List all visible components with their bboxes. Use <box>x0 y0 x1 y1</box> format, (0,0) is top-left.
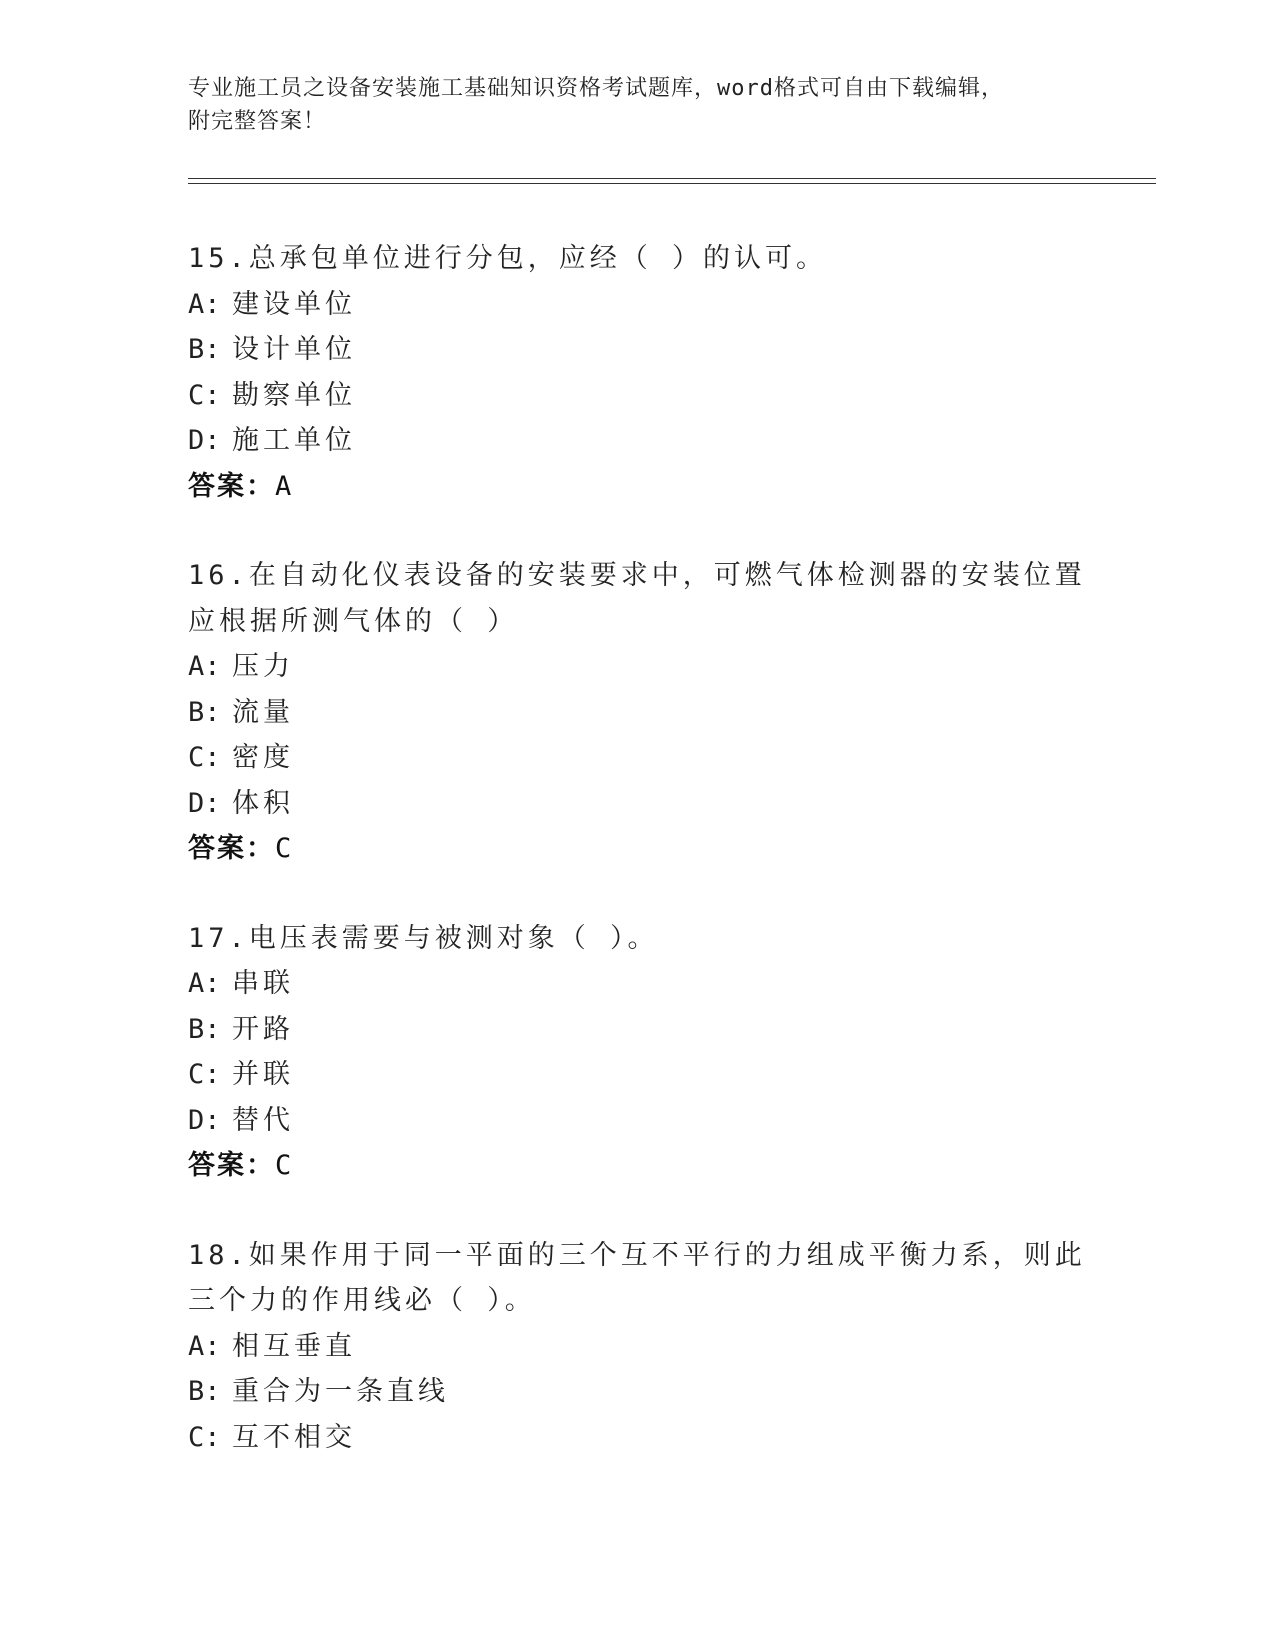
option-letter: B: <box>188 696 221 728</box>
question-15 <box>188 236 1088 509</box>
question-18 <box>188 1233 1088 1461</box>
answer-line <box>188 1143 1088 1189</box>
question-stem: 17.电压表需要与被测对象（ ）。 <box>188 922 659 954</box>
option-text: 流量 <box>232 696 294 728</box>
answer-label: 答案： <box>188 470 275 502</box>
option-text: 密度 <box>232 742 294 773</box>
option-text: 重合为一条直线 <box>232 1376 449 1407</box>
option-letter: D: <box>188 787 221 819</box>
option-letter: A: <box>188 288 221 320</box>
option-letter: D: <box>188 1104 221 1136</box>
option-c <box>188 735 1088 781</box>
option-c <box>188 1052 1088 1098</box>
option-letter: A: <box>188 968 221 999</box>
option-b <box>188 690 1088 736</box>
header-rule-bottom <box>188 183 1156 184</box>
answer-line <box>188 826 1088 872</box>
option-text: 施工单位 <box>232 425 356 456</box>
option-b <box>188 1369 1088 1415</box>
answer-value: A <box>275 470 294 502</box>
question-stem: 15.总承包单位进行分包，应经（ ）的认可。 <box>188 243 828 274</box>
option-text: 开路 <box>232 1013 294 1045</box>
option-letter: B: <box>188 1376 221 1407</box>
option-c <box>188 373 1088 419</box>
option-letter: A: <box>188 651 221 682</box>
document-header <box>188 72 1068 138</box>
answer-value: C <box>275 833 294 864</box>
option-letter: D: <box>188 425 221 456</box>
option-letter: B: <box>188 1013 221 1045</box>
option-text: 并联 <box>232 1059 294 1090</box>
option-a <box>188 961 1088 1007</box>
option-text: 压力 <box>232 651 294 682</box>
option-b <box>188 1007 1088 1053</box>
option-text: 串联 <box>232 968 294 999</box>
option-letter: C: <box>188 1059 221 1090</box>
option-text: 互不相交 <box>232 1421 356 1453</box>
option-d <box>188 418 1088 464</box>
option-d <box>188 781 1088 827</box>
header-line-1: 专业施工员之设备安装施工基础知识资格考试题库，word格式可自由下载编辑， <box>188 76 1004 101</box>
header-rule-top <box>188 178 1156 179</box>
option-text: 体积 <box>232 787 294 819</box>
option-d <box>188 1098 1088 1144</box>
answer-label: 答案： <box>188 833 275 864</box>
option-letter: C: <box>188 742 221 773</box>
question-list <box>188 236 1088 1504</box>
option-text: 建设单位 <box>232 288 356 320</box>
option-text: 替代 <box>232 1104 294 1136</box>
question-stem: 18.如果作用于同一平面的三个互不平行的力组成平衡力系，则此三个力的作用线必（ ）。 <box>188 1239 1086 1316</box>
option-a <box>188 282 1088 328</box>
question-17 <box>188 916 1088 1189</box>
answer-label: 答案： <box>188 1150 275 1181</box>
option-c <box>188 1415 1088 1461</box>
question-stem: 16.在自动化仪表设备的安装要求中，可燃气体检测器的安装位置应根据所测气体的（ ） <box>188 560 1086 637</box>
header-line-2: 附完整答案！ <box>188 109 327 134</box>
answer-line <box>188 464 1088 510</box>
option-text: 勘察单位 <box>232 379 356 411</box>
option-letter: C: <box>188 379 221 411</box>
question-16 <box>188 553 1088 872</box>
option-letter: C: <box>188 1421 221 1453</box>
answer-value: C <box>275 1150 294 1181</box>
option-letter: B: <box>188 334 221 365</box>
option-letter: A: <box>188 1330 221 1362</box>
option-a <box>188 1324 1088 1370</box>
option-text: 设计单位 <box>232 334 356 365</box>
option-a <box>188 644 1088 690</box>
option-b <box>188 327 1088 373</box>
option-text: 相互垂直 <box>232 1330 356 1362</box>
